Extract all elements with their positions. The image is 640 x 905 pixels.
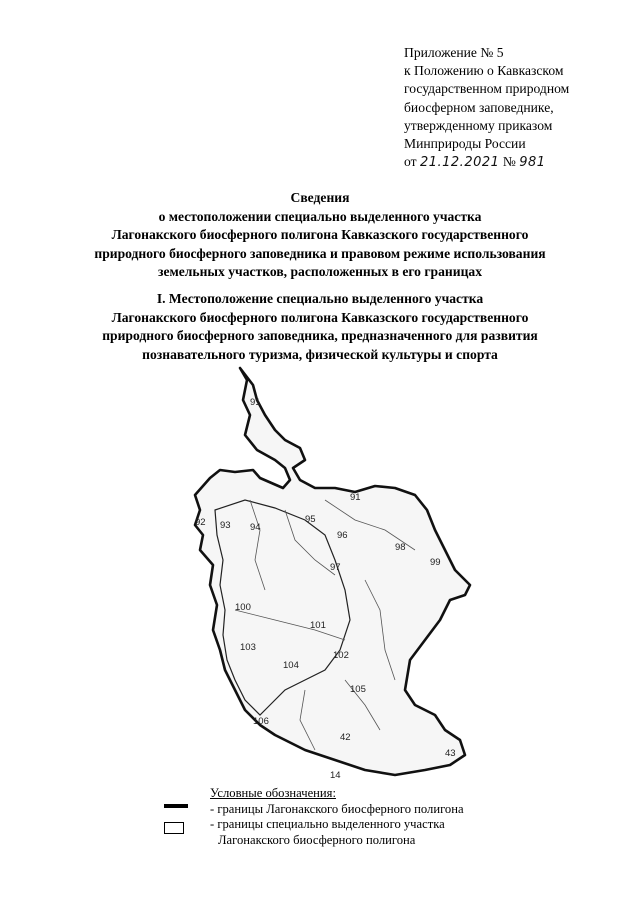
heading-line: Сведения (290, 190, 350, 205)
map-label: 100 (235, 602, 251, 613)
legend-rect-symbol (164, 822, 184, 834)
map-label: 105 (350, 684, 366, 695)
heading-information (40, 189, 600, 282)
map-label: 14 (330, 770, 341, 781)
map-label: 42 (340, 732, 351, 743)
heading-line: земельных участков, расположенных в его границах (158, 264, 482, 280)
heading-line: природного биосферного заповедника и правовом режиме использования (94, 245, 546, 261)
map-label: 101 (310, 620, 326, 631)
appendix-line: Приложение № 5 (404, 45, 504, 60)
handwritten-number: 981 (519, 155, 546, 171)
map-label: 92 (195, 517, 206, 528)
map-label: 104 (283, 660, 299, 671)
heading-line: Лагонакского биосферного полигона Кавказского государственного (111, 309, 529, 325)
appendix-line: биосферном заповеднике, (404, 99, 554, 115)
handwritten-date: 21.12.2021 (419, 155, 500, 171)
heading-line: I. Местоположение специально выделенного участка (156, 291, 484, 306)
number-label: № (502, 154, 516, 170)
legend-item-special-area: - границы специально выделенного участка (210, 817, 445, 831)
map-label: 102 (333, 650, 349, 661)
map-label: 91 (350, 492, 361, 503)
map-label: 96 (337, 530, 348, 541)
heading-line: природного биосферного заповедника, предназначенного для развития (102, 328, 538, 344)
legend-line-symbol (164, 804, 188, 808)
appendix-date-line (404, 153, 624, 172)
appendix-line: утвержденному приказом (404, 117, 553, 133)
heading-section-1 (40, 290, 600, 364)
legend-title: Условные обозначения: (210, 786, 336, 800)
legend-item-special-area-cont: Лагонакского биосферного полигона (218, 832, 416, 847)
appendix-block (404, 44, 624, 172)
map-label: 43 (445, 748, 456, 759)
map-label: 95 (305, 514, 316, 525)
map-label: 103 (240, 642, 256, 653)
legend (210, 786, 510, 848)
appendix-line: к Положению о Кавказском (404, 63, 564, 79)
date-prefix: от (404, 154, 417, 170)
map-label: 97 (330, 562, 341, 573)
heading-line: познавательного туризма, физической культуры и спорта (142, 346, 498, 362)
heading-line: о местоположении специально выделенного участка (158, 208, 482, 224)
map-label: 98 (395, 542, 406, 553)
map-label: 99 (430, 557, 441, 568)
map-label: 94 (250, 522, 261, 533)
map-label: 91 (250, 397, 261, 408)
legend-item-polygon-boundary: - границы Лагонакского биосферного полигона (210, 801, 464, 816)
appendix-line: Минприроды России (404, 136, 526, 152)
appendix-line: государственном природном (404, 81, 570, 97)
map-label: 106 (253, 716, 269, 727)
map-label: 93 (220, 520, 231, 531)
polygon-map (165, 360, 480, 785)
heading-line: Лагонакского биосферного полигона Кавказского государственного (111, 227, 529, 243)
